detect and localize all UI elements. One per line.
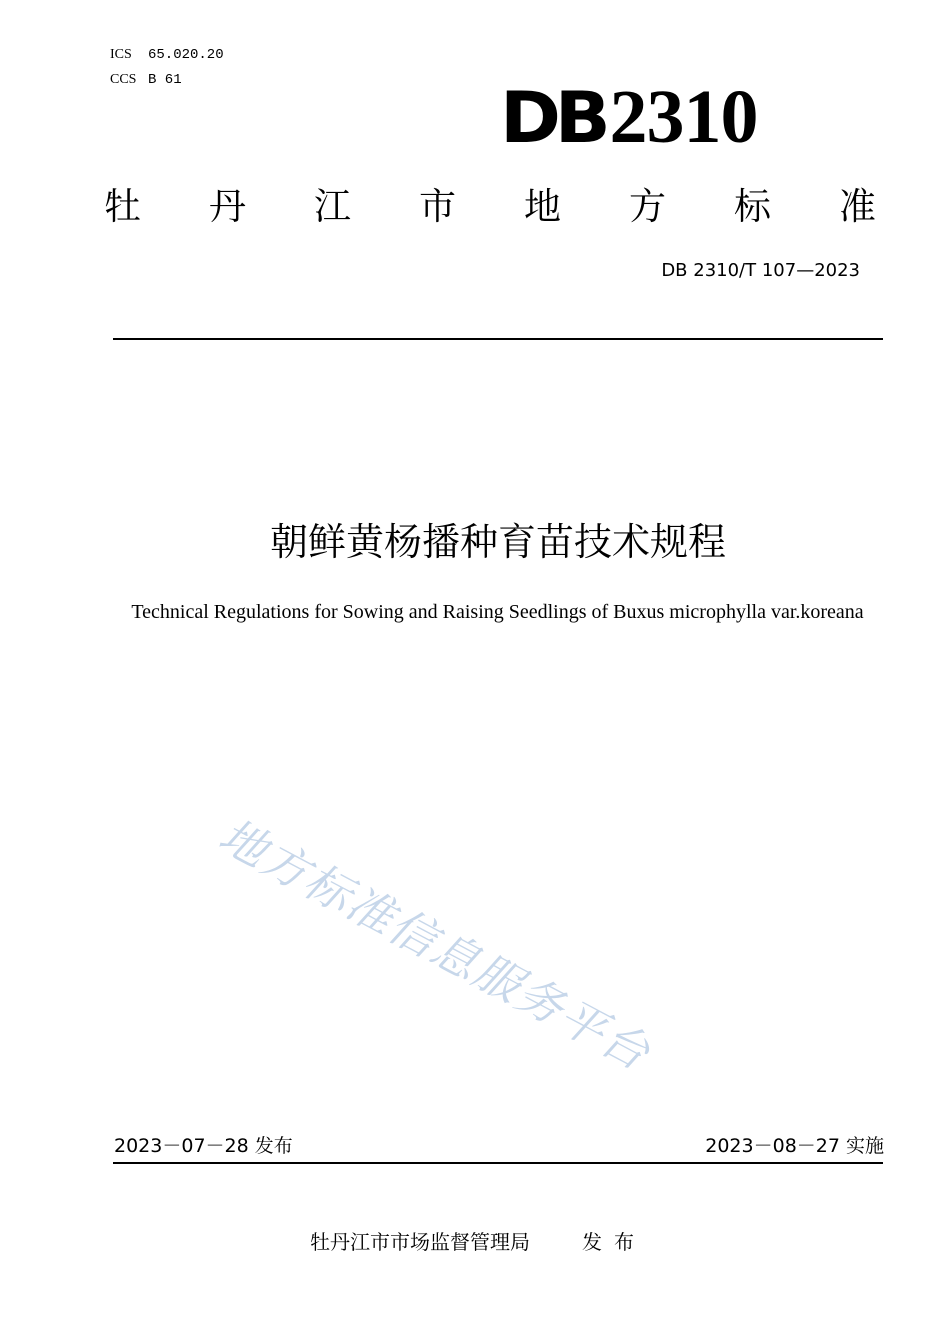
- standard-type-char: 标: [734, 185, 771, 228]
- ics-label: ICS: [110, 47, 132, 62]
- issuer-action: 发 布: [582, 1230, 634, 1254]
- issuer-line: [0, 1228, 950, 1256]
- standard-code: DB 2310/T 107—2023: [661, 260, 860, 281]
- standard-type-char: 市: [419, 185, 456, 228]
- db-logo-number: 2310: [609, 75, 758, 159]
- db-logo: [500, 75, 830, 159]
- standard-type-char: 准: [839, 185, 876, 228]
- standard-type-char: 方: [629, 185, 666, 228]
- issuer-name: 牡丹江市市场监督管理局: [310, 1230, 530, 1254]
- implement-date: 2023－08－27 实施: [705, 1135, 884, 1157]
- standard-type-heading: [104, 182, 876, 232]
- ccs-code: B 61: [148, 72, 182, 88]
- publish-date: 2023－07－28 发布: [114, 1135, 293, 1157]
- ics-code: 65.020.20: [148, 47, 224, 63]
- db-logo-prefix: DB: [500, 77, 605, 159]
- standard-type-char: 地: [524, 185, 561, 228]
- standard-type-char: 牡: [104, 185, 141, 228]
- ccs-row: [110, 71, 182, 89]
- top-divider: [113, 338, 883, 340]
- watermark: 地方标准信息服务平台: [210, 807, 660, 1081]
- ics-row: [110, 46, 224, 64]
- ccs-label: CCS: [110, 72, 137, 87]
- title-chinese: 朝鲜黄杨播种育苗技术规程: [269, 520, 726, 564]
- standard-type-char: 丹: [209, 185, 246, 228]
- title-english: Technical Regulations for Sowing and Raising Seedlings of Buxus microphylla var.koreana: [131, 601, 864, 623]
- bottom-divider: [113, 1162, 883, 1164]
- standard-type-char: 江: [314, 185, 351, 228]
